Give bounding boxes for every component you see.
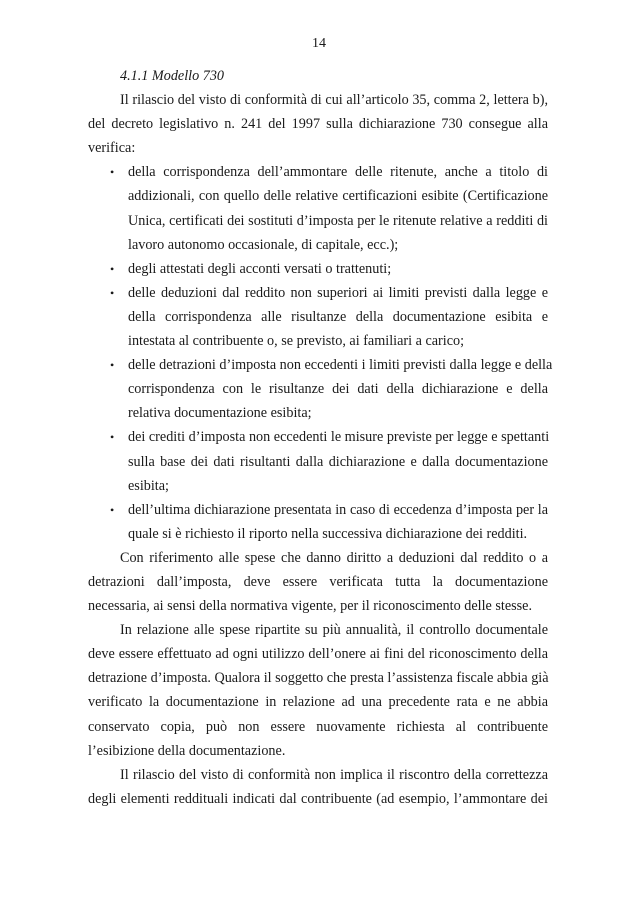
bullet-icon: • xyxy=(110,358,115,373)
bullet-line: lavoro autonomo occasionale, di capitale, ecc.); xyxy=(128,236,399,253)
bullet-list xyxy=(88,160,553,546)
bullet-line: sulla base dei dati risultanti dalla dichiarazione e dalla documentazione xyxy=(128,453,548,470)
paragraph-deductions xyxy=(88,546,548,618)
bullet-text: dell’ultima dichiarazione presentata in caso di eccedenza d’imposta per la xyxy=(128,501,548,518)
bullet-line: intestata al contribuente o, se previsto, ai familiari a carico; xyxy=(128,333,465,350)
bullet-line xyxy=(88,160,548,184)
paragraph-line: Il rilascio del visto di conformità di cui all’articolo 35, comma 2, lettera b), xyxy=(120,92,548,109)
paragraph-line: In relazione alle spese ripartite su più annualità, il controllo documentale xyxy=(120,622,548,639)
paragraph-visto xyxy=(88,763,548,811)
paragraph-line: necessaria, ai sensi della normativa vigente, per il riconoscimento delle stesse. xyxy=(88,598,532,615)
bullet-item xyxy=(88,257,548,281)
paragraph-line: verifica: xyxy=(88,140,136,157)
bullet-line: Unica, certificati dei sostituti d’imposta per le ritenute relative a redditi di xyxy=(128,212,548,229)
bullet-item xyxy=(88,281,548,353)
bullet-line: esibita; xyxy=(128,477,169,494)
page-body xyxy=(88,64,553,811)
bullet-line xyxy=(88,281,548,305)
bullet-line: relativa documentazione esibita; xyxy=(128,405,312,422)
paragraph-intro xyxy=(88,88,548,160)
paragraph-line: detrazione d’imposta. Qualora il soggetto che presta l’assistenza fiscale abbia già xyxy=(88,670,549,687)
paragraph-line: verificato la documentazione in relazione ad una precedente rata e ne abbia xyxy=(88,694,548,711)
bullet-item xyxy=(88,353,553,425)
paragraph-line: conservato copia, può non essere nuovamente richiesta al contribuente xyxy=(88,718,548,735)
bullet-line: corrispondenza con le risultanze dei dati della dichiarazione e della xyxy=(128,381,548,398)
bullet-icon: • xyxy=(110,502,115,517)
paragraph-line: detrazioni dall’imposta, deve essere verificata tutta la documentazione xyxy=(88,573,548,590)
bullet-line xyxy=(88,498,548,522)
bullet-icon: • xyxy=(110,430,115,445)
page-number: 14 xyxy=(312,36,326,51)
bullet-line xyxy=(88,257,548,281)
bullet-item xyxy=(88,425,548,497)
bullet-line: della corrispondenza alle risultanze della documentazione esibita e xyxy=(128,308,548,325)
section-heading: 4.1.1 Modello 730 xyxy=(120,68,225,84)
paragraph-line: l’esibizione della documentazione. xyxy=(88,742,286,759)
bullet-icon: • xyxy=(110,165,115,180)
bullet-text: della corrispondenza dell’ammontare delle ritenute, anche a titolo di xyxy=(128,164,548,181)
paragraph-line: Il rilascio del visto di conformità non implica il riscontro della correttezza xyxy=(120,766,548,783)
bullet-text: delle detrazioni d’imposta non eccedenti i limiti previsti dalla legge e della xyxy=(128,357,553,374)
bullet-line xyxy=(88,425,548,449)
paragraph-installments xyxy=(88,618,548,763)
bullet-text: dei crediti d’imposta non eccedenti le misure previste per legge e spettanti xyxy=(128,429,550,446)
bullet-text: degli attestati degli acconti versati o trattenuti; xyxy=(128,260,392,277)
paragraph-line: deve essere effettuato ad ogni utilizzo dell’onere ai fini del riconoscimento della xyxy=(88,646,548,663)
bullet-text: delle deduzioni dal reddito non superiori ai limiti previsti dalla legge e xyxy=(128,284,548,301)
paragraph-line: del decreto legislativo n. 241 del 1997 sulla dichiarazione 730 consegue alla xyxy=(88,116,548,133)
paragraph-line: Con riferimento alle spese che danno diritto a deduzioni dal reddito o a xyxy=(120,549,548,566)
bullet-item xyxy=(88,498,548,546)
bullet-item xyxy=(88,160,548,256)
bullet-line xyxy=(88,353,553,377)
bullet-icon: • xyxy=(110,285,115,300)
bullet-icon: • xyxy=(110,261,115,276)
paragraph-line: degli elementi reddituali indicati dal contribuente (ad esempio, l’ammontare dei xyxy=(88,790,548,807)
bullet-line: addizionali, con quello delle relative certificazioni esibite (Certificazione xyxy=(128,188,548,205)
bullet-line: quale si è richiesto il riporto nella successiva dichiarazione dei redditi. xyxy=(128,525,528,542)
